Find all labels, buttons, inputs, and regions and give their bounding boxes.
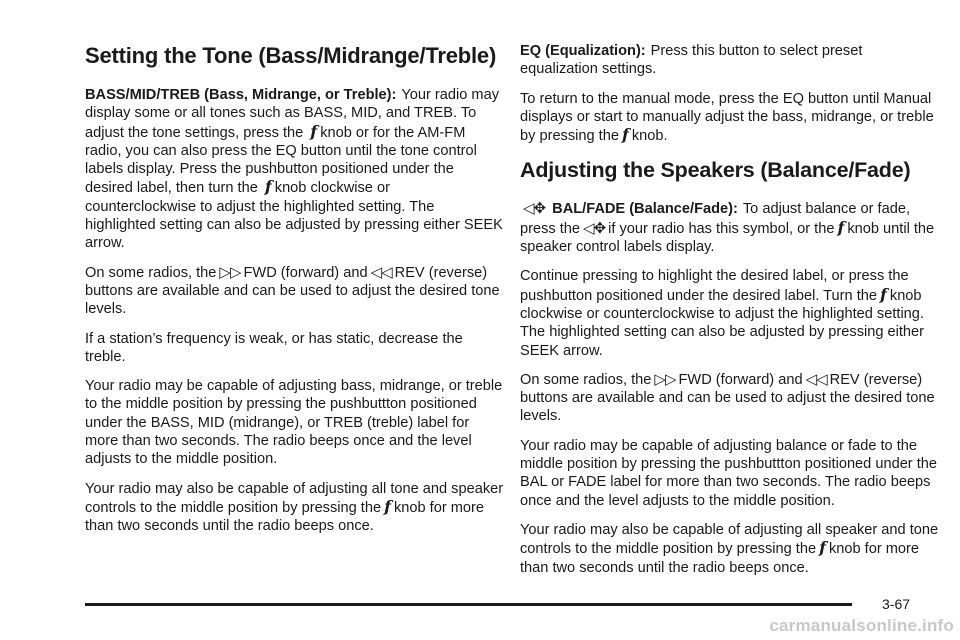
watermark: carmanualsonline.info: [769, 616, 954, 635]
paragraph-middle-position: Your radio may be capable of adjusting bass, midrange, or treble to the middle position by pressing the pushbuttton positioned under the BASS, MID (midrange), or TREB (treble) label for more than two seconds. The radio beeps once and the level adjusts to the middle position.: [85, 378, 503, 468]
speaker-balance-icon: ◁✥: [583, 219, 606, 237]
paragraph-eq: EQ (Equalization): Press this button to select preset equalization settings.: [520, 43, 863, 78]
term-label: BASS/MID/TREB (Bass, Midrange, or Treble):: [85, 87, 397, 103]
paragraph-continue: Continue pressing to highlight the desired label, or press the pushbutton positioned under the desired label. Turn the f knob clockwise or counterclockwise to adjust the highlighted setting. The highlighted setting can also be adjusted by pressing either SEEK arrow.: [520, 268, 925, 359]
section-heading-tone: Setting the Tone (Bass/Midrange/Treble): [85, 43, 497, 68]
paragraph-manual-mode: To return to the manual mode, press the EQ button until Manual displays or start to manually adjust the bass, midrange, or treble by pressing the f knob.: [520, 90, 934, 145]
section-heading-speakers: Adjusting the Speakers (Balance/Fade): [520, 158, 911, 183]
page-number: 3-67: [882, 596, 911, 612]
rev-arrow-icon: ◁◁: [805, 370, 827, 388]
tune-knob-icon: f: [384, 496, 391, 516]
term-label: EQ (Equalization):: [520, 43, 646, 59]
rev-arrow-icon: ◁◁: [370, 263, 392, 281]
tune-knob-icon: f: [880, 284, 887, 304]
tune-knob-icon: f: [621, 125, 629, 145]
term-label: BAL/FADE (Balance/Fade):: [552, 201, 738, 218]
tune-knob-icon: f: [310, 121, 318, 141]
paragraph-fwd-rev: On some radios, the ▷▷ FWD (forward) and ◁◁ REV (reverse) buttons are available and can be used to adjust the desired tone levels.: [85, 263, 500, 318]
tune-knob-icon: f: [264, 177, 272, 197]
right-column: [520, 42, 940, 588]
paragraph-fwd-rev: On some radios, the ▷▷ FWD (forward) and ◁◁ REV (reverse) buttons are available and can be used to adjust the desired tone levels.: [520, 370, 935, 425]
paragraph-middle-position: Your radio may be capable of adjusting balance or fade to the middle position by pressing the pushbuttton positioned under the BAL or FADE label for more than two seconds. The radio beeps once and the level adjusts to the middle position.: [520, 437, 938, 509]
speaker-balance-icon: ◁✥: [523, 200, 546, 218]
fwd-arrow-icon: ▷▷: [654, 370, 676, 388]
paragraph-reset-all: Your radio may also be capable of adjusting all speaker and tone controls to the middle position by pressing the f knob for more than two seconds until the radio beeps once.: [520, 521, 939, 576]
tune-knob-icon: f: [837, 217, 845, 237]
paragraph-treble: If a station’s frequency is weak, or has static, decrease the treble.: [85, 330, 463, 365]
fwd-arrow-icon: ▷▷: [219, 263, 241, 281]
footer-rule: [85, 603, 852, 606]
paragraph-bass-mid-treb: BASS/MID/TREB (Bass, Midrange, or Treble): Your radio may display some or all tones such as BASS, MID, and TREB. To adjust the tone settings, press the f knob or for the AM-FM radio, you can also press the EQ button until the tone control labels display. Press the pushbutton positioned under the desired label, then turn the f knob clockwise or counterclockwise to adjust the highlighted setting. The highlighted setting can also be adjusted by pressing either SEEK arrow.: [85, 87, 503, 252]
paragraph-bal-fade: ◁✥ BAL/FADE (Balance/Fade): To adjust balance or fade, press the ◁✥ if your radio has this symbol, or the f knob until the speaker control labels display.: [520, 200, 935, 256]
tune-knob-icon: f: [819, 538, 826, 558]
paragraph-reset-all: Your radio may also be capable of adjusting all tone and speaker controls to the middle position by pressing the f knob for more than two seconds until the radio beeps once.: [85, 480, 504, 535]
left-column: [85, 42, 505, 547]
